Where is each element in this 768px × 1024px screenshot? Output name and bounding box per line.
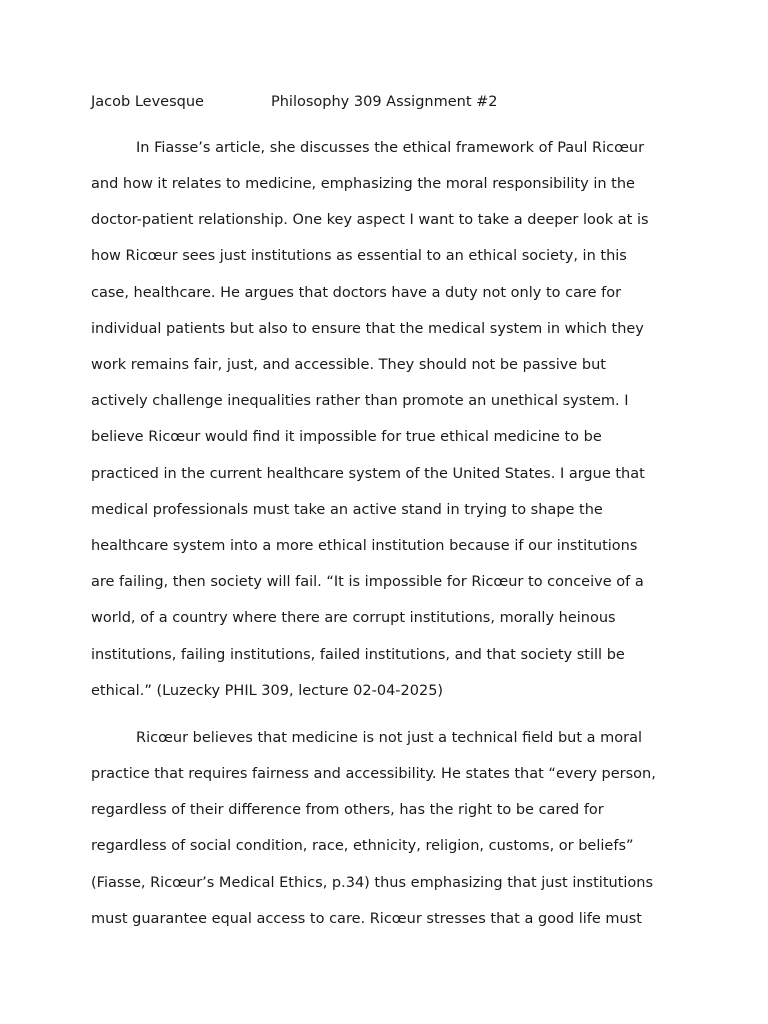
paragraph-1-line: actively challenge inequalities rather than promote an unethical system. I	[91, 393, 629, 409]
paragraph-2-line: Ricœur believes that medicine is not just a technical field but a moral	[136, 730, 643, 746]
paragraph-1-line: medical professionals must take an active stand in trying to shape the	[91, 502, 603, 518]
paragraph-2-line: must guarantee equal access to care. Ricœur stresses that a good life must	[91, 911, 642, 927]
paragraph-1-line: institutions, failing institutions, failed institutions, and that society still be	[91, 647, 625, 663]
document-header	[91, 92, 498, 112]
paragraph-2-line: (Fiasse, Ricœur’s Medical Ethics, p.34) thus emphasizing that just institutions	[91, 875, 654, 891]
course-title: Philosophy 309 Assignment #2	[271, 94, 498, 110]
paragraph-1-line: In Fiasse’s article, she discusses the ethical framework of Paul Ricœur	[136, 140, 645, 156]
paragraph-1-line: are failing, then society will fail. “It is impossible for Ricœur to conceive of a	[91, 574, 644, 590]
author-name: Jacob Levesque	[91, 94, 204, 110]
paragraph-2-line: practice that requires fairness and accessibility. He states that “every person,	[91, 766, 656, 782]
paragraph-2-line: regardless of social condition, race, ethnicity, religion, customs, or beliefs”	[91, 838, 634, 854]
paragraph-1-line: believe Ricœur would find it impossible for true ethical medicine to be	[91, 429, 602, 445]
paragraph-1-line: individual patients but also to ensure that the medical system in which they	[91, 321, 644, 337]
paragraph-1-line: how Ricœur sees just institutions as essential to an ethical society, in this	[91, 248, 627, 264]
paragraph-1-line: world, of a country where there are corrupt institutions, morally heinous	[91, 610, 616, 626]
paragraph-1-line: and how it relates to medicine, emphasizing the moral responsibility in the	[91, 176, 635, 192]
paragraph-1-line: ethical.” (Luzecky PHIL 309, lecture 02-04-2025)	[91, 683, 444, 699]
paragraph-2-line: regardless of their difference from others, has the right to be cared for	[91, 802, 604, 818]
paragraph-1-line: case, healthcare. He argues that doctors have a duty not only to care for	[91, 285, 622, 301]
paragraph-1-line: doctor-patient relationship. One key aspect I want to take a deeper look at is	[91, 212, 649, 228]
paragraph-1-line: healthcare system into a more ethical institution because if our institutions	[91, 538, 638, 554]
paragraph-1-line: work remains fair, just, and accessible. They should not be passive but	[91, 357, 606, 373]
paragraph-1-line: practiced in the current healthcare system of the United States. I argue that	[91, 466, 645, 482]
